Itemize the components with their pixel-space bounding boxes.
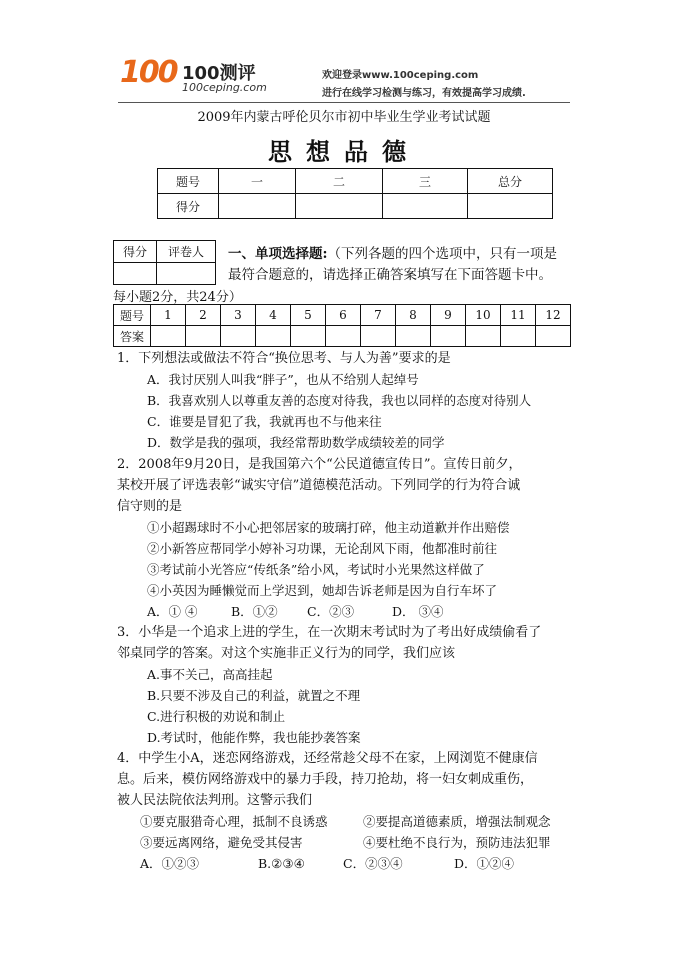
answer-cell[interactable] [361, 326, 396, 347]
score-header-cell: 三 [383, 169, 468, 194]
score-table [157, 168, 553, 219]
score-cell [219, 194, 296, 219]
section-instructions [228, 244, 580, 286]
question-2-stem-line3: 信守则的是 [117, 499, 183, 514]
question-4-statement-3: ③要远离网络，避免受其侵害 [140, 835, 303, 850]
question-number-cell: 10 [466, 305, 501, 326]
grader-name-cell [157, 263, 216, 285]
answer-table [113, 304, 571, 347]
answer-cell[interactable] [256, 326, 291, 347]
answer-cell[interactable] [501, 326, 536, 347]
question-2-statement-1: ①小超踢球时不小心把邻居家的玻璃打碎，他主动道歉并作出赔偿 [147, 520, 510, 535]
section-instructions-line1: （下列各题的四个选项中，只有一项是 [327, 246, 557, 262]
slogan-line2: 进行在线学习检测与练习，有效提高学习成绩. [322, 88, 526, 99]
subject-title: 思想品德 [268, 137, 420, 166]
answer-row-label: 题号 [114, 305, 151, 326]
question-4-stem-line3: 被人民法院依法判刑。这警示我们 [117, 793, 313, 808]
question-3-option-d[interactable]: D.考试时，他能作弊，我也能抄袭答案 [147, 730, 361, 745]
score-header-cell: 一 [219, 169, 296, 194]
question-2-choice-d[interactable]: D． ③④ [392, 604, 444, 619]
section-number: 一、 [228, 246, 255, 262]
question-4-stem-line2: 息。后来，模仿网络游戏中的暴力手段，持刀抢劫，将一妇女刺成重伤， [117, 772, 534, 787]
answer-cell[interactable] [291, 326, 326, 347]
answer-cell[interactable] [536, 326, 571, 347]
section-name: 单项选择题: [255, 246, 328, 262]
answer-row-label: 答案 [114, 326, 151, 347]
question-4-stem-line1: 4．中学生小A，迷恋网络游戏，还经常趁父母不在家，上网浏览不健康信 [117, 751, 538, 766]
question-number-cell: 6 [326, 305, 361, 326]
logo-name: 100测评 [182, 63, 256, 84]
score-cell [468, 194, 553, 219]
answer-cell[interactable] [186, 326, 221, 347]
question-2-choice-b[interactable]: B．①② [231, 604, 278, 619]
answer-cell[interactable] [431, 326, 466, 347]
question-4-statement-4: ④要杜绝不良行为，预防违法犯罪 [363, 835, 551, 850]
question-2-statement-4: ④小英因为睡懒觉而上学迟到，她却告诉老师是因为自行车坏了 [147, 583, 498, 598]
score-header-cell: 题号 [158, 169, 219, 194]
logo-url: 100ceping.com [182, 81, 267, 94]
question-2-stem-line1: 2．2008年9月20日，是我国第六个“公民道德宣传日”。宣传日前夕， [117, 457, 522, 472]
exam-title: 2009年内蒙古呼伦贝尔市初中毕业生学业考试试题 [197, 110, 491, 125]
answer-cell[interactable] [396, 326, 431, 347]
answer-cell[interactable] [221, 326, 256, 347]
question-2-statement-2: ②小新答应帮同学小婷补习功课，无论刮风下雨，他都准时前往 [147, 541, 498, 556]
question-4-choice-d[interactable]: D．①②④ [454, 856, 515, 871]
question-1-option-d[interactable]: D．数学是我的强项，我经常帮助数学成绩较差的同学 [147, 435, 445, 450]
question-1-option-c[interactable]: C．谁要是冒犯了我，我就再也不与他来往 [147, 414, 382, 429]
question-3-option-a[interactable]: A.事不关己，高高挂起 [147, 667, 273, 682]
question-4-statement-1: ①要克服猎奇心理，抵制不良诱惑 [140, 814, 328, 829]
question-number-cell: 7 [361, 305, 396, 326]
question-number-cell: 4 [256, 305, 291, 326]
question-number-cell: 2 [186, 305, 221, 326]
answer-cell[interactable] [151, 326, 186, 347]
section-instructions-line3: 每小题2分，共24分） [113, 290, 242, 305]
question-1-option-b[interactable]: B．我喜欢别人以尊重友善的态度对待我，我也以同样的态度对待别人 [147, 393, 532, 408]
question-2-choice-a[interactable]: A．① ④ [147, 604, 198, 619]
question-2-stem-line2: 某校开展了评选表彰“诚实守信”道德模范活动。下列同学的行为符合诚 [117, 478, 521, 493]
score-row-label: 得分 [158, 194, 219, 219]
question-number-cell: 1 [151, 305, 186, 326]
site-logo[interactable] [120, 55, 300, 97]
answer-cell[interactable] [326, 326, 361, 347]
question-4-choice-c[interactable]: C．②③④ [343, 856, 403, 871]
question-3-option-c[interactable]: C.进行积极的劝说和制止 [147, 709, 286, 724]
question-1-option-a[interactable]: A．我讨厌别人叫我“胖子”，也从不给别人起绰号 [147, 372, 419, 387]
score-header-cell: 二 [296, 169, 383, 194]
score-header-cell: 总分 [468, 169, 553, 194]
header-divider [118, 102, 570, 103]
question-number-cell: 8 [396, 305, 431, 326]
question-4-choice-b[interactable]: B.②③④ [258, 856, 305, 871]
question-3-stem-line2: 邻桌同学的答案。对这个实施非正义行为的同学，我们应该 [117, 646, 456, 661]
question-number-cell: 5 [291, 305, 326, 326]
grader-table [113, 240, 216, 285]
question-number-cell: 12 [536, 305, 571, 326]
score-cell [296, 194, 383, 219]
question-3-stem-line1: 3．小华是一个追求上进的学生，在一次期末考试时为了考出好成绩偷看了 [117, 625, 542, 640]
answer-cell[interactable] [466, 326, 501, 347]
question-number-cell: 9 [431, 305, 466, 326]
question-4-choice-a[interactable]: A．①②③ [140, 856, 200, 871]
question-2-choice-c[interactable]: C．②③ [307, 604, 355, 619]
slogan-line1: 欢迎登录www.100ceping.com [322, 70, 479, 81]
section-instructions-line2: 最符合题意的，请选择正确答案填写在下面答题卡中。 [228, 267, 552, 283]
question-3-option-b[interactable]: B.只要不涉及自己的利益，就置之不理 [147, 688, 361, 703]
score-cell [383, 194, 468, 219]
logo-mark: 100 [120, 55, 177, 90]
grader-score-label: 得分 [114, 241, 157, 263]
grader-score-cell [114, 263, 157, 285]
question-4-statement-2: ②要提高道德素质，增强法制观念 [363, 814, 551, 829]
grader-name-label: 评卷人 [157, 241, 216, 263]
question-number-cell: 11 [501, 305, 536, 326]
question-number-cell: 3 [221, 305, 256, 326]
question-2-statement-3: ③考试前小光答应“传纸条”给小风，考试时小光果然这样做了 [147, 562, 485, 577]
question-1-stem: 1．下列想法或做法不符合“换位思考、与人为善”要求的是 [117, 351, 451, 366]
